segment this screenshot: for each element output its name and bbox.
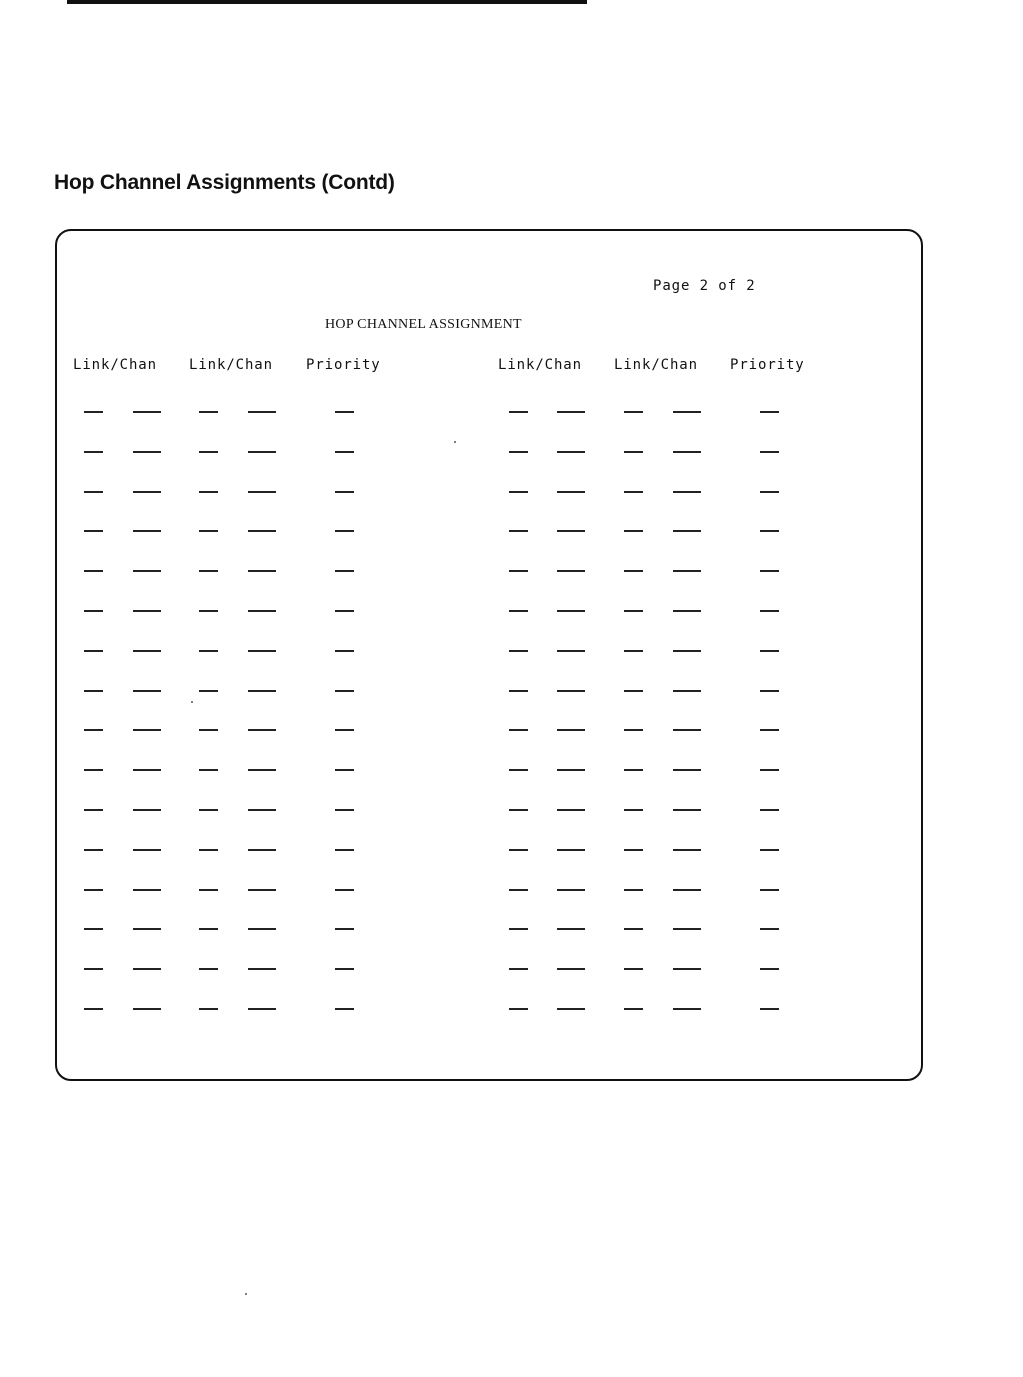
column-header-priority-1: Priority <box>306 357 381 373</box>
blank-right-link-2 <box>624 1008 643 1010</box>
blank-left-priority <box>335 849 354 851</box>
column-header-link-chan-4: Link/Chan <box>614 357 698 373</box>
blank-right-priority <box>760 411 779 413</box>
blank-left-chan-1 <box>133 570 161 572</box>
blank-left-chan-1 <box>133 451 161 453</box>
blank-left-link-2 <box>199 411 218 413</box>
section-title: Hop Channel Assignments (Contd) <box>54 171 395 194</box>
blank-right-link-2 <box>624 809 643 811</box>
blank-left-chan-2 <box>248 491 276 493</box>
blank-left-chan-2 <box>248 928 276 930</box>
blank-right-chan-1 <box>557 769 585 771</box>
blank-right-link-1 <box>509 928 528 930</box>
blank-left-priority <box>335 769 354 771</box>
blank-right-link-2 <box>624 968 643 970</box>
blank-left-chan-1 <box>133 610 161 612</box>
blank-right-link-1 <box>509 889 528 891</box>
blank-right-link-1 <box>509 968 528 970</box>
blank-left-link-2 <box>199 809 218 811</box>
blank-right-priority <box>760 451 779 453</box>
blank-right-link-1 <box>509 1008 528 1010</box>
blank-right-chan-2 <box>673 650 701 652</box>
blank-right-link-2 <box>624 610 643 612</box>
blank-left-link-2 <box>199 570 218 572</box>
blank-right-chan-1 <box>557 451 585 453</box>
blank-right-priority <box>760 491 779 493</box>
blank-left-link-2 <box>199 610 218 612</box>
blank-left-chan-1 <box>133 1008 161 1010</box>
blank-right-link-1 <box>509 411 528 413</box>
blank-left-priority <box>335 570 354 572</box>
blank-right-chan-2 <box>673 849 701 851</box>
blank-right-chan-1 <box>557 928 585 930</box>
blank-left-priority <box>335 451 354 453</box>
blank-right-chan-1 <box>557 530 585 532</box>
blank-right-chan-2 <box>673 809 701 811</box>
blank-right-link-1 <box>509 570 528 572</box>
blank-right-chan-2 <box>673 1008 701 1010</box>
blank-left-chan-2 <box>248 1008 276 1010</box>
blank-left-link-2 <box>199 889 218 891</box>
blank-left-chan-1 <box>133 968 161 970</box>
blank-right-link-2 <box>624 650 643 652</box>
blank-left-link-2 <box>199 769 218 771</box>
blank-right-chan-2 <box>673 530 701 532</box>
blank-left-priority <box>335 809 354 811</box>
blank-right-link-1 <box>509 451 528 453</box>
blank-left-priority <box>335 530 354 532</box>
blank-left-chan-1 <box>133 809 161 811</box>
blank-left-priority <box>335 411 354 413</box>
blank-right-link-2 <box>624 491 643 493</box>
blank-left-link-2 <box>199 530 218 532</box>
blank-right-chan-2 <box>673 769 701 771</box>
blank-left-chan-2 <box>248 849 276 851</box>
blank-right-chan-2 <box>673 610 701 612</box>
blank-right-chan-1 <box>557 570 585 572</box>
blank-left-chan-1 <box>133 491 161 493</box>
scan-speck <box>454 441 456 443</box>
blank-left-chan-1 <box>133 729 161 731</box>
blank-right-link-1 <box>509 849 528 851</box>
blank-right-chan-2 <box>673 889 701 891</box>
blank-left-chan-2 <box>248 769 276 771</box>
blank-right-link-1 <box>509 729 528 731</box>
column-header-priority-2: Priority <box>730 357 805 373</box>
blank-right-chan-1 <box>557 729 585 731</box>
blank-left-priority <box>335 928 354 930</box>
blank-left-priority <box>335 968 354 970</box>
blank-right-chan-2 <box>673 928 701 930</box>
blank-left-chan-1 <box>133 928 161 930</box>
blank-right-chan-1 <box>557 610 585 612</box>
blank-left-priority <box>335 690 354 692</box>
blank-left-link-2 <box>199 729 218 731</box>
blank-left-chan-2 <box>248 411 276 413</box>
blank-right-link-2 <box>624 411 643 413</box>
blank-right-link-1 <box>509 650 528 652</box>
blank-right-chan-1 <box>557 968 585 970</box>
blank-left-link-1 <box>84 530 103 532</box>
blank-left-chan-2 <box>248 530 276 532</box>
blank-left-chan-2 <box>248 889 276 891</box>
blank-left-link-1 <box>84 928 103 930</box>
blank-left-link-1 <box>84 570 103 572</box>
blank-left-chan-2 <box>248 968 276 970</box>
blank-left-link-2 <box>199 491 218 493</box>
blank-left-chan-1 <box>133 530 161 532</box>
blank-right-link-1 <box>509 491 528 493</box>
blank-right-link-1 <box>509 690 528 692</box>
blank-right-chan-1 <box>557 889 585 891</box>
blank-right-chan-2 <box>673 690 701 692</box>
blank-left-link-1 <box>84 809 103 811</box>
blank-left-chan-1 <box>133 650 161 652</box>
blank-left-link-1 <box>84 1008 103 1010</box>
scan-speck <box>245 1293 247 1295</box>
blank-left-link-1 <box>84 729 103 731</box>
blank-right-priority <box>760 1008 779 1010</box>
blank-left-chan-2 <box>248 570 276 572</box>
blank-left-link-2 <box>199 849 218 851</box>
blank-right-link-2 <box>624 889 643 891</box>
blank-right-chan-2 <box>673 451 701 453</box>
blank-right-chan-2 <box>673 411 701 413</box>
blank-right-priority <box>760 690 779 692</box>
blank-left-link-1 <box>84 650 103 652</box>
blank-left-link-2 <box>199 690 218 692</box>
top-rule <box>67 0 587 4</box>
blank-right-chan-1 <box>557 1008 585 1010</box>
column-header-link-chan-3: Link/Chan <box>498 357 582 373</box>
blank-right-chan-2 <box>673 729 701 731</box>
blank-left-priority <box>335 610 354 612</box>
blank-left-link-1 <box>84 411 103 413</box>
blank-left-link-2 <box>199 650 218 652</box>
form-title: HOP CHANNEL ASSIGNMENT <box>325 317 522 332</box>
blank-left-chan-1 <box>133 690 161 692</box>
blank-left-chan-2 <box>248 690 276 692</box>
blank-left-link-1 <box>84 889 103 891</box>
blank-right-chan-1 <box>557 690 585 692</box>
blank-left-link-1 <box>84 769 103 771</box>
blank-left-chan-1 <box>133 769 161 771</box>
blank-left-link-1 <box>84 491 103 493</box>
blank-left-chan-1 <box>133 889 161 891</box>
blank-right-chan-1 <box>557 650 585 652</box>
blank-right-chan-2 <box>673 968 701 970</box>
blank-right-chan-2 <box>673 491 701 493</box>
blank-left-chan-1 <box>133 411 161 413</box>
blank-right-chan-1 <box>557 849 585 851</box>
scan-speck <box>191 701 193 703</box>
blank-right-link-2 <box>624 530 643 532</box>
blank-left-priority <box>335 491 354 493</box>
blank-right-priority <box>760 889 779 891</box>
blank-right-priority <box>760 729 779 731</box>
blank-right-priority <box>760 809 779 811</box>
blank-left-link-2 <box>199 1008 218 1010</box>
blank-right-priority <box>760 650 779 652</box>
blank-right-link-1 <box>509 530 528 532</box>
blank-right-chan-2 <box>673 570 701 572</box>
blank-left-priority <box>335 729 354 731</box>
blank-left-link-1 <box>84 690 103 692</box>
blank-left-link-1 <box>84 968 103 970</box>
blank-left-link-1 <box>84 451 103 453</box>
blank-left-chan-2 <box>248 650 276 652</box>
column-header-link-chan-1: Link/Chan <box>73 357 157 373</box>
page-indicator: Page 2 of 2 <box>653 278 756 294</box>
blank-right-chan-1 <box>557 809 585 811</box>
blank-left-chan-2 <box>248 451 276 453</box>
blank-left-link-2 <box>199 451 218 453</box>
blank-right-link-1 <box>509 809 528 811</box>
blank-left-link-2 <box>199 968 218 970</box>
blank-left-priority <box>335 889 354 891</box>
blank-right-chan-1 <box>557 411 585 413</box>
blank-right-chan-1 <box>557 491 585 493</box>
blank-right-link-2 <box>624 849 643 851</box>
blank-left-link-1 <box>84 610 103 612</box>
blank-right-link-1 <box>509 610 528 612</box>
blank-right-link-2 <box>624 769 643 771</box>
blank-right-priority <box>760 928 779 930</box>
blank-right-priority <box>760 610 779 612</box>
blank-right-priority <box>760 530 779 532</box>
blank-left-link-1 <box>84 849 103 851</box>
blank-left-chan-2 <box>248 809 276 811</box>
blank-left-link-2 <box>199 928 218 930</box>
blank-right-link-2 <box>624 570 643 572</box>
blank-right-link-2 <box>624 451 643 453</box>
blank-left-chan-2 <box>248 729 276 731</box>
blank-left-chan-2 <box>248 610 276 612</box>
blank-right-link-2 <box>624 729 643 731</box>
blank-left-priority <box>335 650 354 652</box>
blank-right-priority <box>760 849 779 851</box>
blank-left-priority <box>335 1008 354 1010</box>
blank-right-priority <box>760 968 779 970</box>
blank-right-priority <box>760 570 779 572</box>
column-header-link-chan-2: Link/Chan <box>189 357 273 373</box>
blank-right-link-1 <box>509 769 528 771</box>
blank-right-priority <box>760 769 779 771</box>
blank-left-chan-1 <box>133 849 161 851</box>
blank-right-link-2 <box>624 928 643 930</box>
blank-right-link-2 <box>624 690 643 692</box>
